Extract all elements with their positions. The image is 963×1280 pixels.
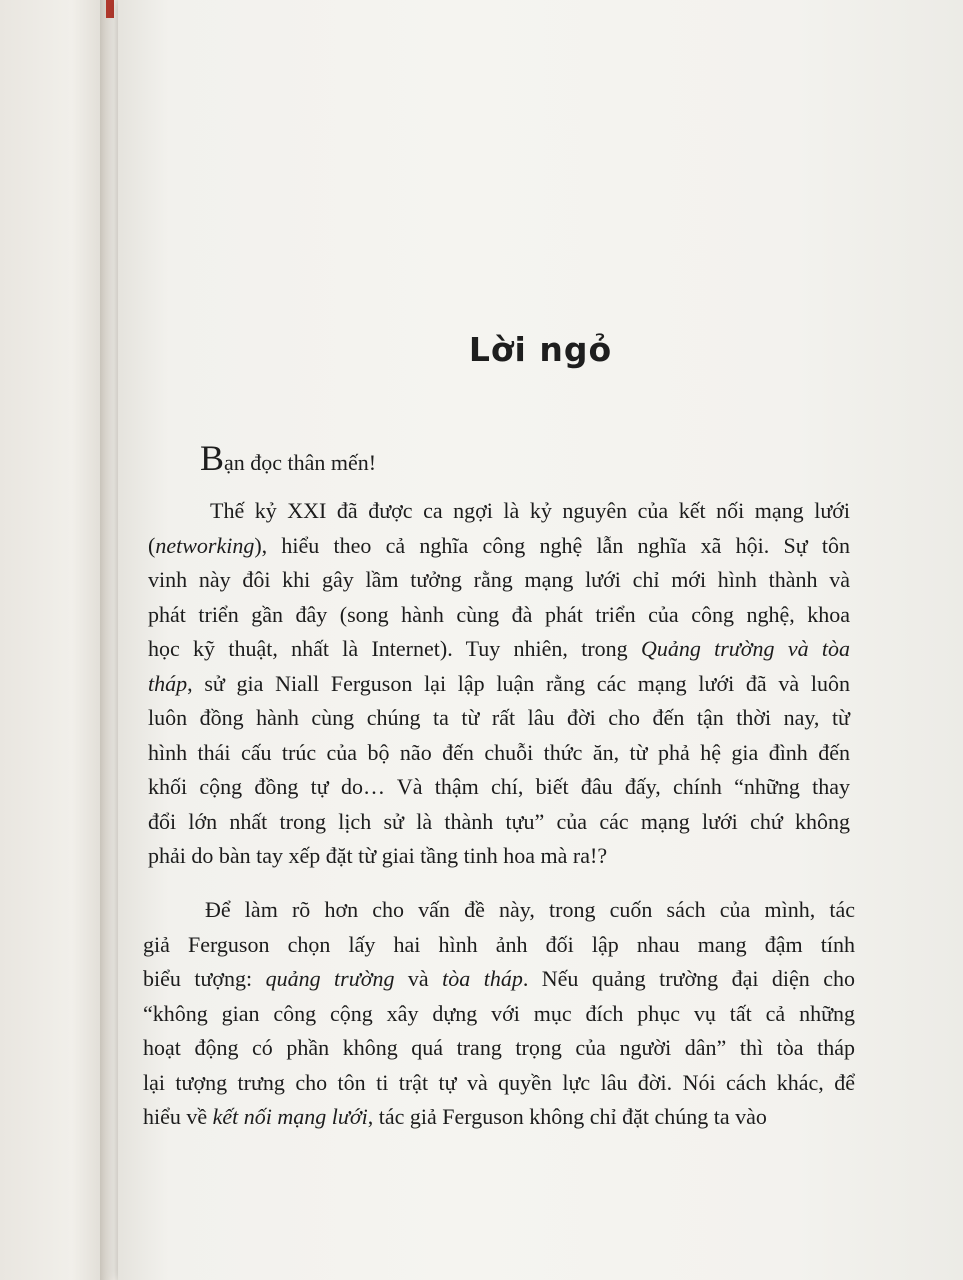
text-line	[143, 1100, 855, 1135]
text-line	[148, 632, 850, 667]
text-run: , tác giả Ferguson không chỉ đặt chúng ta vào	[367, 1104, 767, 1129]
salutation-text: ạn đọc thân mến!	[224, 450, 377, 475]
text-run: giả Ferguson chọn lấy hai hình ảnh đối lập nhau mang đậm tính	[143, 931, 855, 957]
text-line	[143, 893, 855, 928]
text-run: lại tượng trưng cho tôn ti trật tự và quyền lực lâu đời. Nói cách khác, để	[143, 1069, 855, 1095]
red-spine-edge	[106, 0, 114, 18]
text-run: vinh này đôi khi gây lầm tưởng rằng mạng lưới chỉ mới hình thành và	[148, 567, 850, 592]
italic-text: tháp	[148, 670, 188, 696]
text-run: , sử gia Niall Ferguson lại lập luận rằng các mạng lưới đã và luôn	[187, 670, 850, 696]
italic-text: tòa tháp	[442, 966, 523, 991]
text-run: luôn đồng hành cùng chúng ta từ rất lâu đời cho đến tận thời nay, từ	[148, 705, 850, 730]
text-run: khối cộng đồng tự do… Và thậm chí, biết đâu đấy, chính “những thay	[148, 774, 850, 799]
text-run: phải do bàn tay xếp đặt từ giai tầng tinh hoa mà ra!?	[148, 843, 608, 868]
text-run: (	[148, 532, 156, 558]
text-line	[143, 997, 855, 1032]
italic-text: networking	[155, 532, 255, 558]
text-line	[143, 1066, 855, 1101]
book-page	[118, 0, 963, 1280]
text-line	[143, 962, 855, 997]
text-run: Thế kỷ XXI đã được ca ngợi là kỷ nguyên của kết nối mạng lưới	[210, 498, 850, 523]
text-run: ), hiểu theo cả nghĩa công nghệ lẫn nghĩa xã hội. Sự tôn	[254, 532, 850, 558]
text-line	[148, 529, 850, 564]
text-run: hoạt động có phần không quá trang trọng của người dân” thì tòa tháp	[143, 1035, 855, 1060]
text-line	[148, 701, 850, 736]
text-line	[148, 736, 850, 771]
text-run: học kỹ thuật, nhất là Internet). Tuy nhiên, trong	[148, 636, 641, 661]
text-line	[143, 928, 855, 963]
text-line	[148, 494, 850, 529]
text-line	[148, 805, 850, 840]
text-line	[148, 563, 850, 598]
paragraph-2	[143, 893, 855, 1135]
text-run: hiểu về	[143, 1104, 213, 1129]
text-run: đổi lớn nhất trong lịch sử là thành tựu” của các mạng lưới chứ không	[148, 808, 850, 834]
text-line	[148, 770, 850, 805]
italic-text: quảng trường	[265, 966, 395, 991]
text-line	[148, 667, 850, 702]
text-run: Để làm rõ hơn cho vấn đề này, trong cuốn sách của mình, tác	[205, 897, 855, 922]
text-line	[148, 598, 850, 633]
italic-text: Quảng trường và tòa	[640, 636, 850, 661]
text-run: “không gian công cộng xây dựng với mục đích phục vụ tất cả những	[143, 1000, 855, 1026]
text-run: . Nếu quảng trường đại diện cho	[522, 966, 855, 991]
text-line	[143, 1031, 855, 1066]
text-run: biểu tượng:	[143, 966, 266, 991]
italic-text: kết nối mạng lưới	[212, 1104, 368, 1129]
salutation	[200, 440, 376, 476]
chapter-title: Lời ngỏ	[468, 330, 613, 369]
drop-cap: B	[200, 438, 225, 478]
text-run: phát triển gần đây (song hành cùng đà phát triển của công nghệ, khoa	[148, 601, 850, 627]
text-run: và	[394, 966, 443, 991]
paragraph-1	[148, 494, 850, 874]
text-line	[148, 839, 850, 874]
text-run: hình thái cấu trúc của bộ não đến chuỗi thức ăn, từ phả hệ gia đình đến	[148, 739, 850, 765]
